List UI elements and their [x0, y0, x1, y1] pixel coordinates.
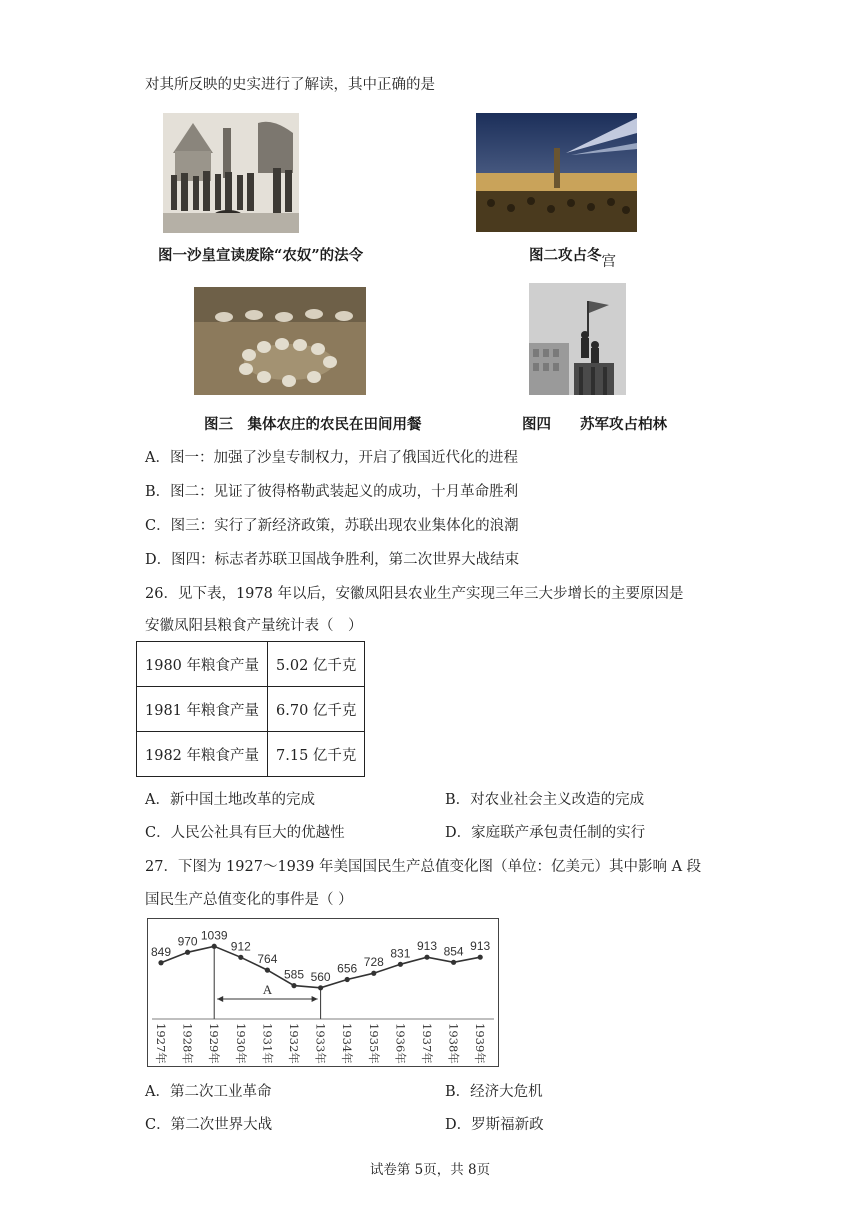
question-intro: 对其所反映的史实进行了解读，其中正确的是	[145, 77, 435, 93]
table-cell-label: 1982 年粮食产量	[137, 732, 268, 777]
q26-table-title: 安徽凤阳县粮食产量统计表（ ）	[145, 618, 363, 634]
q26-option-b[interactable]: B．对农业社会主义改造的完成	[445, 792, 645, 808]
q26-stem: 26．见下表，1978 年以后，安徽凤阳县农业生产实现三年三大步增长的主要原因是	[145, 586, 684, 602]
gnp-chart	[147, 918, 499, 1067]
figure-2-caption-tail: 宫	[601, 254, 616, 270]
data-point	[398, 962, 403, 967]
q27-stem-line-1: 27．下图为 1927～1939 年美国国民生产总值变化图（单位：亿美元）其中影响 A 段	[145, 859, 702, 875]
x-tick-label: 1937年	[420, 1023, 434, 1064]
q26-option-d[interactable]: D．家庭联产承包责任制的实行	[445, 825, 646, 841]
figure-4-caption: 图四 苏军攻占柏林	[522, 416, 667, 433]
data-label: 764	[257, 952, 278, 967]
data-point	[424, 955, 429, 960]
table-row	[137, 642, 365, 687]
data-point	[478, 955, 483, 960]
q27-option-b[interactable]: B．经济大危机	[445, 1084, 543, 1100]
table-cell-label: 1981 年粮食产量	[137, 687, 268, 732]
q27-option-d[interactable]: D．罗斯福新政	[445, 1117, 544, 1133]
figure-4-image	[529, 283, 626, 395]
x-tick-label: 1935年	[366, 1023, 381, 1064]
table-row	[137, 732, 365, 777]
data-label: 1039	[200, 928, 228, 943]
q25-option-d[interactable]: D．图四：标志者苏联卫国战争胜利，第二次世界大战结束	[145, 552, 520, 568]
data-label: 656	[337, 961, 358, 976]
data-label: 912	[230, 939, 251, 954]
q26-option-c[interactable]: C．人民公社具有巨大的优越性	[145, 825, 345, 841]
grain-yield-table	[136, 641, 365, 777]
arrow-head-right	[312, 996, 318, 1002]
data-point	[345, 977, 350, 982]
figure-2-caption	[529, 244, 616, 270]
data-point	[238, 955, 243, 960]
x-tick-label: 1930年	[233, 1023, 248, 1064]
q25-option-b[interactable]: B．图二：见证了彼得格勒武装起义的成功，十月革命胜利	[145, 484, 519, 500]
data-point	[371, 971, 376, 976]
data-label: 831	[390, 946, 411, 961]
data-label: 913	[416, 939, 438, 954]
data-label: 585	[283, 967, 305, 982]
data-label: 913	[470, 939, 491, 954]
data-label: 854	[443, 944, 464, 959]
table-cell-value: 6.70 亿千克	[268, 687, 365, 732]
figure-1-caption: 图一沙皇宣读废除“农奴”的法令	[158, 247, 364, 264]
data-point	[291, 983, 296, 988]
data-label: 560	[310, 969, 331, 984]
x-tick-label: 1931年	[260, 1023, 275, 1064]
data-label: 728	[363, 955, 384, 970]
data-point	[158, 960, 163, 965]
x-tick-label: 1933年	[313, 1023, 328, 1064]
figure-2-caption-text: 图二攻占冬	[529, 247, 602, 264]
data-label: 849	[150, 944, 172, 959]
x-tick-label: 1938年	[446, 1023, 461, 1064]
x-tick-label: 1936年	[393, 1023, 408, 1064]
page-footer: 试卷第 5页，共 8页	[369, 1162, 491, 1178]
table-cell-value: 5.02 亿千克	[268, 642, 365, 687]
q27-stem-line-2: 国民生产总值变化的事件是（ ）	[145, 892, 353, 908]
q26-option-a[interactable]: A．新中国土地改革的完成	[145, 792, 315, 808]
x-tick-label: 1929年	[207, 1023, 222, 1064]
q27-option-a[interactable]: A．第二次工业革命	[145, 1084, 272, 1100]
q25-option-c[interactable]: C．图三：实行了新经济政策，苏联出现农业集体化的浪潮	[145, 518, 519, 534]
data-label: 970	[177, 934, 198, 949]
x-tick-label: 1934年	[340, 1023, 355, 1064]
figure-2-image	[476, 113, 637, 232]
data-point	[451, 960, 456, 965]
q25-option-a[interactable]: A．图一：加强了沙皇专制权力，开启了俄国近代化的进程	[145, 450, 518, 466]
annotation-label: A	[262, 982, 273, 997]
x-tick-label: 1932年	[287, 1023, 301, 1064]
arrow-head-left	[217, 996, 223, 1002]
x-tick-label: 1928年	[180, 1023, 195, 1064]
gnp-line-chart	[148, 919, 498, 1066]
x-tick-label: 1927年	[154, 1023, 168, 1064]
figure-3-caption: 图三 集体农庄的农民在田间用餐	[204, 416, 422, 433]
figure-1-image	[163, 113, 299, 233]
data-point	[265, 968, 270, 973]
x-tick-label: 1939年	[473, 1023, 488, 1064]
table-row	[137, 687, 365, 732]
q27-option-c[interactable]: C．第二次世界大战	[145, 1117, 273, 1133]
table-cell-value: 7.15 亿千克	[268, 732, 365, 777]
figure-3-image	[194, 287, 366, 395]
data-point	[185, 950, 190, 955]
table-cell-label: 1980 年粮食产量	[137, 642, 268, 687]
